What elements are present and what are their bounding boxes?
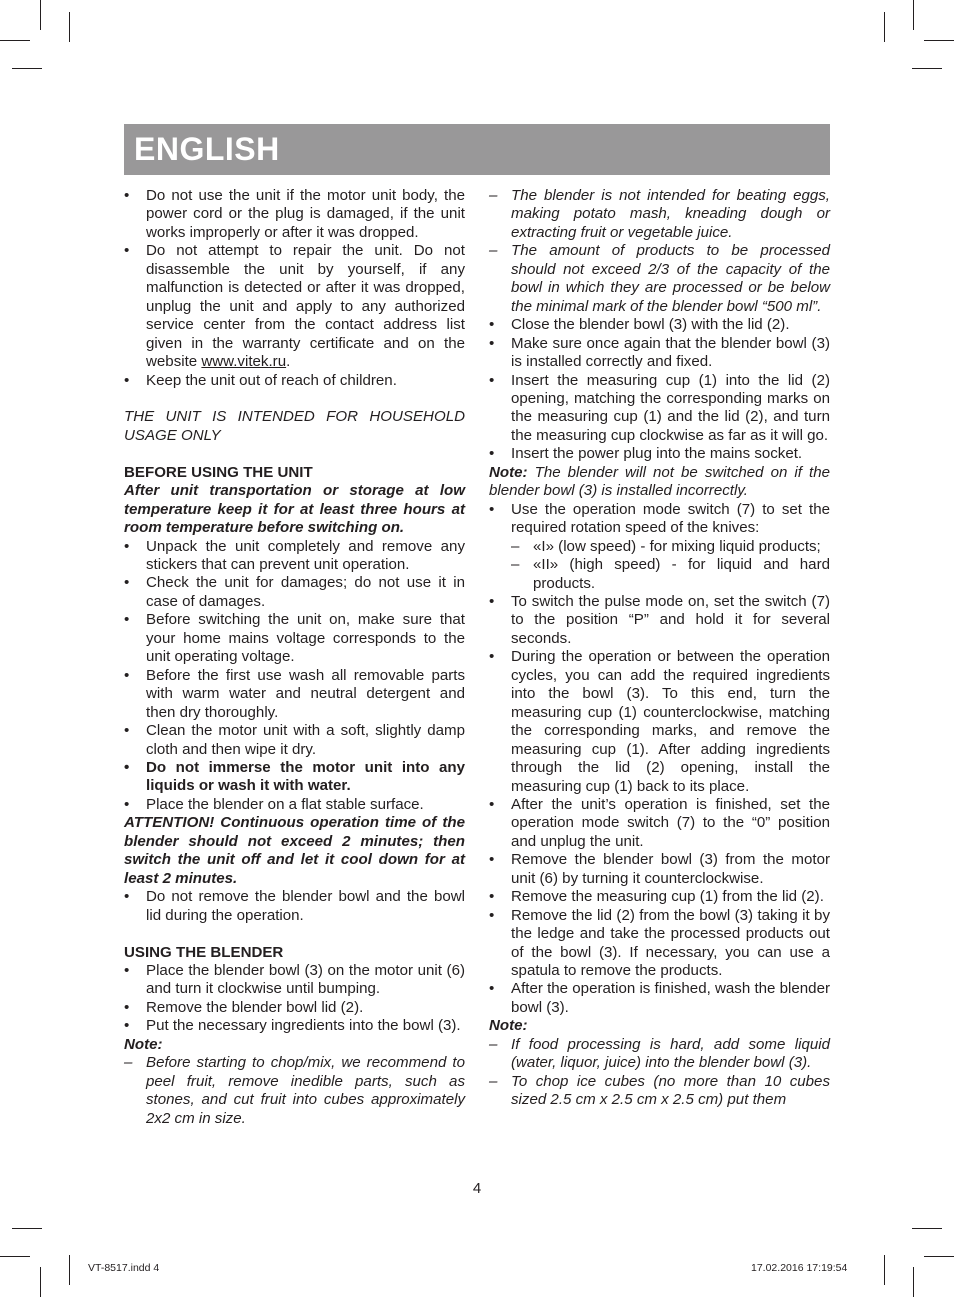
crop-mark [913,1267,914,1297]
bullet-marker: • [489,371,495,389]
bullet-marker: • [124,666,130,684]
crop-mark [12,1228,42,1229]
item-text: Place the blender bowl (3) on the motor unit (6) and turn it clockwise until bumping. [146,961,465,998]
item-text: Do not immerse the motor unit into any liquids or wash it with water. [146,759,465,795]
note-item [489,242,830,316]
website-link[interactable]: www.vitek.ru [201,353,287,371]
bullet-marker: • [124,795,130,813]
item-text: Put the necessary ingredients into the bowl (3). [146,1017,461,1035]
section-heading: BEFORE USING THE UNIT [124,463,313,481]
item-text: After the operation is finished, wash the blender bowl (3). [511,980,830,1016]
item-text: Keep the unit out of reach of children. [146,371,397,389]
crop-mark [913,0,914,30]
list-item [124,538,465,575]
dash-marker: – [124,1054,133,1072]
crop-mark [924,1256,954,1257]
bullet-marker: • [489,445,495,463]
item-text: After the unit’s operation is finished, set the operation mode switch (7) to the “0” position and unplug the unit. [511,795,830,850]
crop-mark [0,40,30,41]
note-item [124,1054,465,1128]
item-text: Use the operation mode switch (7) to set the required rotation speed of the knives: [511,500,830,537]
crop-mark [12,68,42,69]
item-text: Insert the power plug into the mains socket. [511,445,803,463]
note-text: The blender will not be switched on if the blender bowl (3) is installed incorrectly. [489,463,830,500]
item-text: Do not attempt to repair the unit. Do not disassemble the unit by yourself, if any malfunction is detected or after it was dropped, unplug the unit and apply to any authorized service center from the contact address list given in the warranty certificate and on the website [146,242,465,371]
item-text: Before the first use wash all removable parts with warm water and neutral detergent and then dry thoroughly. [146,666,465,721]
list-item [124,962,465,999]
crop-mark [69,1255,70,1285]
bullet-marker: • [124,242,130,260]
dash-marker: – [489,187,498,204]
page-title: ENGLISH [134,131,280,167]
bullet-marker: • [489,980,495,998]
list-item [124,611,465,666]
list-item [124,667,465,722]
note-item [489,187,830,242]
item-text: The amount of products to be processed should not exceed 2/3 of the capacity of the bowl in which they are processed or be below the minimal mark of the blender bowl “500 ml”. [511,242,830,315]
bullet-marker: • [489,906,495,924]
item-text: Place the blender on a flat stable surface. [146,795,424,813]
list-item [489,888,830,906]
list-item [489,593,830,648]
transport-warning: After unit transportation or storage at low temperature keep it for at least three hours at room temperature before switching on. [124,482,465,537]
crop-mark [69,12,70,42]
bullet-marker: • [124,611,130,629]
note-label: Note: [489,463,528,481]
item-text: Clean the motor unit with a soft, slightly damp cloth and then wipe it dry. [146,722,465,758]
list-item [124,722,465,759]
list-item [124,796,465,814]
bullet-marker: • [489,888,495,906]
crop-mark [884,1255,885,1285]
bullet-marker: • [489,795,495,813]
crop-mark [884,12,885,42]
bullet-marker: • [489,648,495,666]
bullet-marker: • [489,334,495,352]
list-item [124,888,465,925]
list-item [124,574,465,611]
item-text: Do not use the unit if the motor unit body, the power cord or the plug is damaged, if the unit works improperly or after it was dropped. [146,187,465,241]
item-text: Before switching the unit on, make sure that your home mains voltage corresponds to the unit operating voltage. [146,611,465,666]
list-item [124,1017,465,1035]
item-text: Check the unit for damages; do not use it in case of damages. [146,574,465,610]
item-text: To chop ice cubes (no more than 10 cubes sized 2.5 cm x 2.5 cm x 2.5 cm) put them [511,1072,830,1109]
item-text: The blender is not intended for beating eggs, making potato mash, kneading dough or extracting fruit or vegetable juice. [511,187,830,241]
item-text: Remove the measuring cup (1) from the lid (2). [511,888,824,906]
section-heading: USING THE BLENDER [124,943,284,961]
note-item [489,1036,830,1073]
list-item [124,999,465,1017]
item-text: If food processing is hard, add some liquid (water, liquor, juice) into the blender bowl (3). [511,1035,830,1072]
footer-timestamp: 17.02.2016 17:19:54 [751,1262,848,1274]
item-text: Insert the measuring cup (1) into the lid (2) opening, matching the corresponding marks on the measuring cup (1) and the lid (2), and turn the measuring cup clockwise as far as it will go. [511,371,830,444]
bullet-marker: • [489,316,495,334]
item-text: During the operation or between the operation cycles, you can add the required ingredients into the bowl (3). To this end, turn the measuring cup (1) counterclockwise, matching the corresponding marks, and remove the measuring cup (1). After adding ingredients through the lid (2) opening, install the measuring cup (1) back to its place. [511,648,830,795]
crop-mark [912,1228,942,1229]
page-number: 4 [472,1180,482,1197]
bullet-marker: • [489,851,495,869]
incorrect-install-note [489,464,830,501]
bullet-marker: • [124,574,130,592]
bullet-marker: • [124,759,130,777]
item-text: Before starting to chop/mix, we recommend to peel fruit, remove inedible parts, such as stones, and cut fruit into cubes approximately 2x2 cm in size. [146,1054,465,1127]
household-notice: THE UNIT IS INTENDED FOR HOUSEHOLD USAGE ONLY [124,408,465,444]
dash-marker: – [511,556,520,574]
dash-marker: – [489,1072,498,1090]
note-label: Note: [489,1017,528,1035]
bullet-marker: • [124,888,130,906]
bullet-marker: • [124,537,130,555]
list-item [489,648,830,796]
item-text: Remove the lid (2) from the bowl (3) taking it by the ledge and take the processed products out of the bowl (3). If necessary, you can use a spatula to remove the products. [511,906,830,980]
left-column [124,187,465,1128]
item-text: Remove the blender bowl (3) from the motor unit (6) by turning it counterclockwise. [511,851,830,887]
item-text: «I» (low speed) - for mixing liquid products; [533,537,821,555]
bullet-marker: • [124,187,130,204]
right-column [489,187,830,1110]
bullet-marker: • [124,722,130,740]
note-label: Note: [124,1035,163,1053]
attention-warning: ATTENTION! Continuous operation time of the blender should not exceed 2 minutes; then switch the unit off and let it cool down for at least 2 minutes. [124,814,465,887]
list-item [124,187,465,242]
crop-mark [40,0,41,30]
item-text-end: . [286,353,291,371]
crop-mark [924,40,954,41]
list-item [124,242,465,371]
item-text: Unpack the unit completely and remove any stickers that can prevent unit operation. [146,537,465,574]
list-item [489,316,830,334]
item-text: Remove the blender bowl lid (2). [146,998,364,1016]
dash-marker: – [489,242,498,260]
crop-mark [912,68,942,69]
bullet-marker: • [489,592,495,610]
dash-marker: – [489,1035,498,1053]
note-item [489,1073,830,1110]
bullet-marker: • [124,371,130,389]
list-item [489,980,830,1017]
crop-mark [0,1256,30,1257]
crop-mark [40,1267,41,1297]
list-item [124,372,465,390]
footer-file-name: VT-8517.indd 4 [88,1262,160,1274]
list-item [489,851,830,888]
bullet-marker: • [124,998,130,1016]
dash-marker: – [511,537,520,555]
list-item [124,759,465,796]
item-text: To switch the pulse mode on, set the switch (7) to the position “P” and hold it for several seconds. [511,592,830,647]
list-item [489,372,830,446]
bullet-marker: • [489,500,495,518]
list-item [489,796,830,851]
bullet-marker: • [124,1017,130,1035]
item-text: Close the blender bowl (3) with the lid (2). [511,316,790,334]
list-item [489,445,830,463]
item-text: Make sure once again that the blender bowl (3) is installed correctly and fixed. [511,334,830,371]
sub-list-item [489,556,830,593]
sub-list-item [489,538,830,556]
list-item [489,907,830,981]
list-item [489,335,830,372]
item-text: Do not remove the blender bowl and the bowl lid during the operation. [146,888,465,924]
item-text: «II» (high speed) - for liquid and hard products. [533,556,830,592]
bullet-marker: • [124,961,130,979]
list-item [489,501,830,538]
language-banner [124,124,830,175]
